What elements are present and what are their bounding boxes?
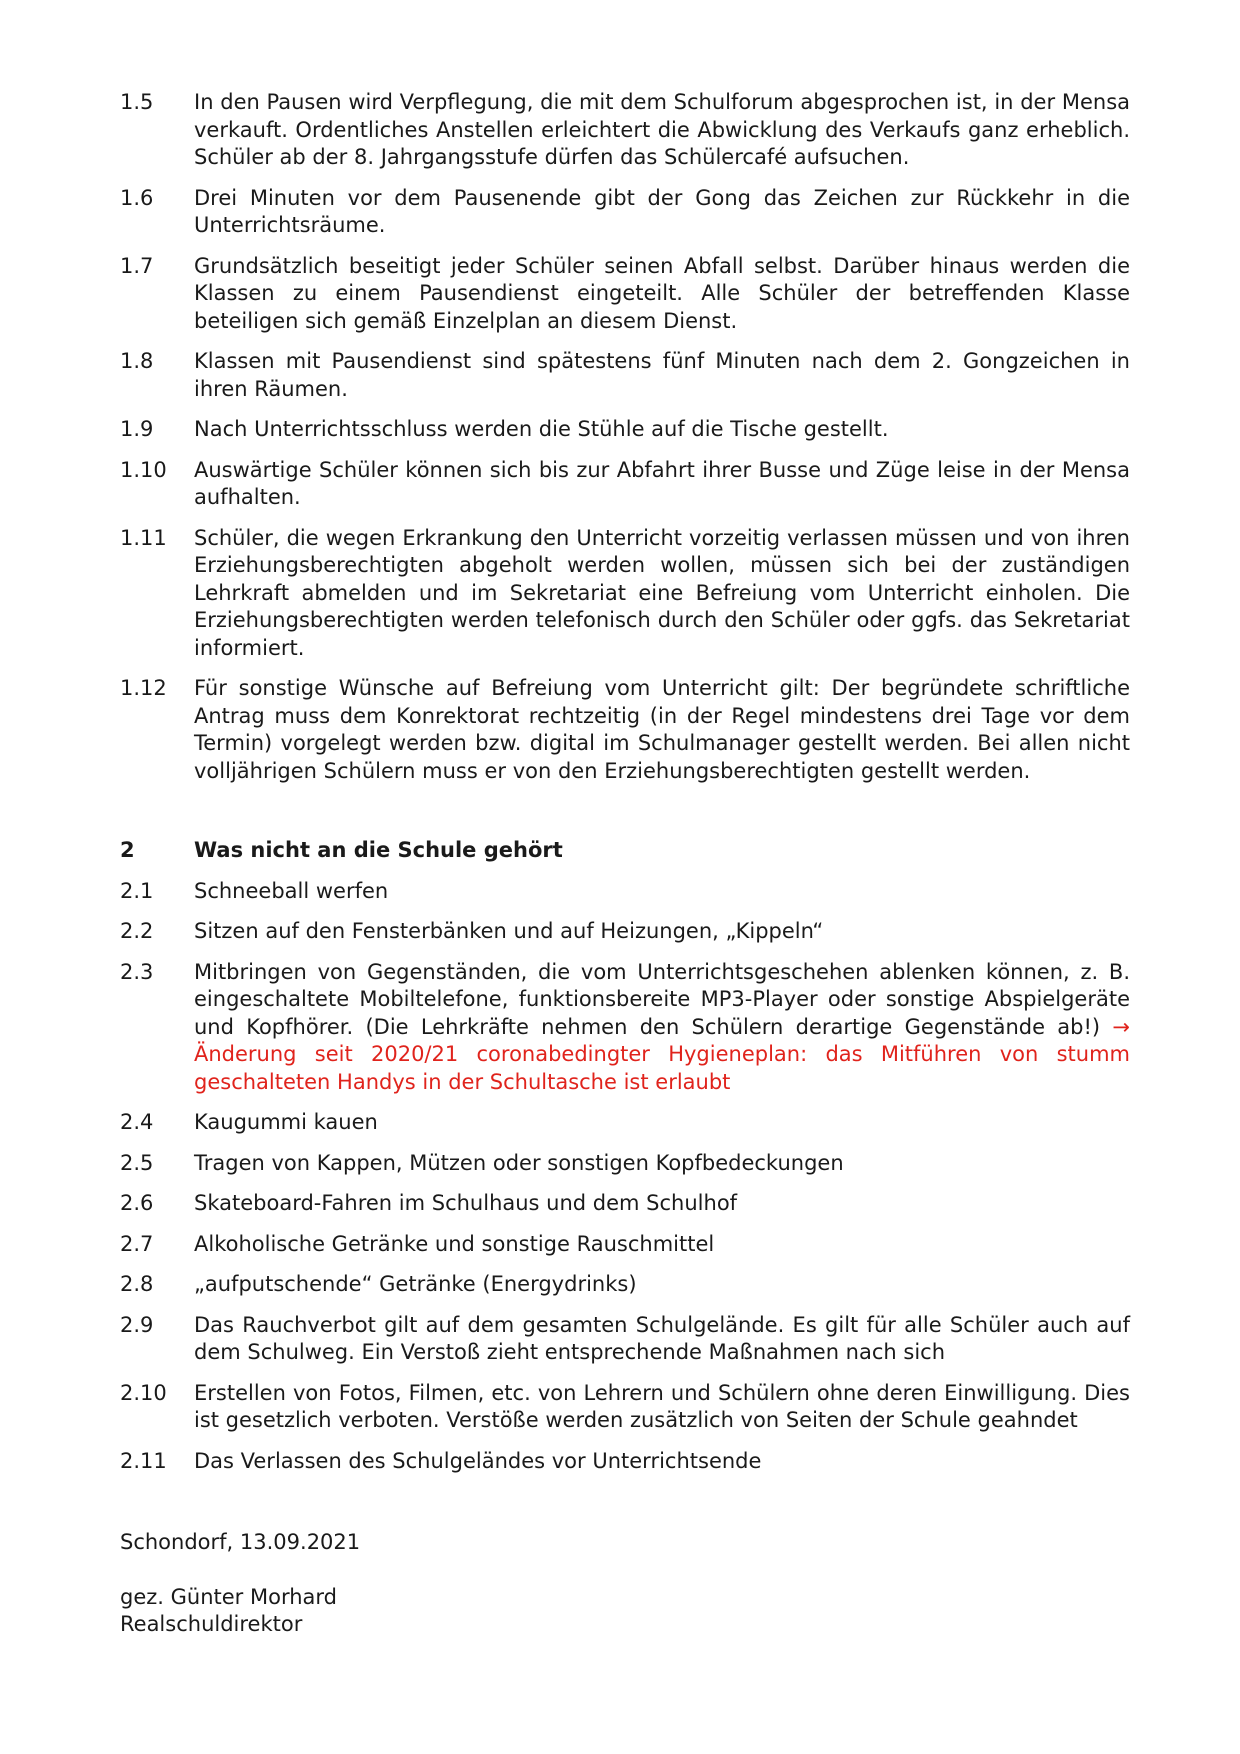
rule-text: Auswärtige Schüler können sich bis zur Abfahrt ihrer Busse und Züge leise in der Mensa aufhalten. (194, 457, 1130, 509)
document-footer (120, 1529, 1130, 1639)
rule-number: 2.2 (120, 919, 154, 943)
section-number: 2 (120, 838, 135, 862)
rule-item (120, 253, 1130, 336)
section-title: Was nicht an die Schule gehört (194, 838, 563, 862)
rule-item (120, 1231, 1130, 1259)
rule-item (120, 1150, 1130, 1178)
rule-text: Klassen mit Pausendienst sind spätestens fünf Minuten nach dem 2. Gongzeichen in ihren Räumen. (194, 349, 1130, 401)
rule-number: 1.12 (120, 676, 167, 700)
rule-item (120, 1109, 1130, 1137)
rule-item (120, 959, 1130, 1097)
rule-number: 1.5 (120, 90, 154, 114)
rule-number: 2.10 (120, 1380, 167, 1405)
rule-item (120, 348, 1130, 403)
rule-item (120, 457, 1130, 512)
section-2-heading (120, 837, 1130, 865)
rule-number: 1.11 (120, 525, 167, 550)
rule-item (120, 1312, 1130, 1367)
rule-item (120, 878, 1130, 906)
rule-text: Nach Unterrichtsschluss werden die Stühle auf die Tische gestellt. (194, 417, 889, 441)
rule-number: 1.8 (120, 349, 154, 373)
rule-text: Tragen von Kappen, Mützen oder sonstigen Kopfbedeckungen (194, 1150, 844, 1175)
rule-text: Sitzen auf den Fensterbänken und auf Heizungen, „Kippeln“ (194, 919, 824, 943)
rule-text: Für sonstige Wünsche auf Befreiung vom Unterricht gilt: Der begründete schriftliche Antrag muss dem Konrektorat rechtzeitig (in der Regel mindestens drei Tage vor dem Termin) vorgelegt werden bzw. digital im Schulmanager gestellt werden. Bei allen nicht volljährigen Schülern muss er von den Erziehungsberechtigten gestellt werden. (194, 676, 1130, 783)
document-page (120, 89, 1130, 1639)
rule-text-with-note (194, 959, 1130, 1097)
rule-item (120, 185, 1130, 240)
rule-text: In den Pausen wird Verpflegung, die mit dem Schulforum abgesprochen ist, in der Mensa verkauft. Ordentliches Anstellen erleichtert die Abwicklung des Verkaufs ganz erheblich. Schüler ab der 8. Jahrgangsstufe dürfen das Schülercafé aufsuchen. (194, 90, 1130, 169)
rule-number: 1.7 (120, 253, 154, 278)
rule-text: Skateboard-Fahren im Schulhaus und dem Schulhof (194, 1191, 738, 1215)
rule-item (120, 1190, 1130, 1218)
rule-text: „aufputschende“ Getränke (Energydrinks) (194, 1272, 637, 1296)
rule-item (120, 675, 1130, 785)
rule-item (120, 89, 1130, 172)
rule-number: 1.6 (120, 185, 154, 210)
rule-item (120, 918, 1130, 946)
rule-text: Schneeball werfen (194, 878, 389, 903)
rule-item (120, 1271, 1130, 1299)
rule-text: Drei Minuten vor dem Pausenende gibt der Gong das Zeichen zur Rückkehr in die Unterrichtsräume. (194, 185, 1130, 237)
rule-text: Kaugummi kauen (194, 1110, 378, 1134)
rule-number: 2.8 (120, 1272, 154, 1296)
rule-number: 2.4 (120, 1110, 154, 1134)
rule-number: 2.7 (120, 1231, 154, 1256)
place-date: Schondorf, 13.09.2021 (120, 1530, 361, 1554)
rule-text: Das Rauchverbot gilt auf dem gesamten Schulgelände. Es gilt für alle Schüler auch auf dem Schulweg. Ein Verstoß zieht entsprechende Maßnahmen nach sich (194, 1312, 1130, 1364)
rule-text: Alkoholische Getränke und sonstige Rauschmittel (194, 1231, 715, 1256)
rule-item (120, 1448, 1130, 1476)
rule-item (120, 416, 1130, 444)
rule-text: Mitbringen von Gegenständen, die vom Unterrichtsgeschehen ablenken können, z. B. eingeschaltete Mobiltelefone, funktionsbereite MP3-Player oder sonstige Abspielgeräte und Kopfhörer. (Die Lehrkräfte nehmen den Schülern derartige Gegenstände ab!) (194, 959, 1130, 1039)
signer-position: Realschuldirektor (120, 1612, 303, 1636)
section-1-list (120, 89, 1130, 785)
rule-number: 1.10 (120, 457, 167, 482)
rule-number: 2.9 (120, 1312, 154, 1337)
rule-item (120, 525, 1130, 663)
rule-number: 2.11 (120, 1448, 167, 1473)
rule-item (120, 1380, 1130, 1435)
rule-text: Schüler, die wegen Erkrankung den Unterricht vorzeitig verlassen müssen und von ihren Erziehungsberechtigten abgeholt werden wollen, müssen sich bei der zuständigen Lehrkraft abmelden und im Sekretariat eine Befreiung vom Unterricht einholen. Die Erziehungsberechtigten werden telefonisch durch den Schüler oder ggfs. das Sekretariat informiert. (194, 525, 1130, 660)
rule-number: 2.1 (120, 878, 154, 903)
rule-text: Das Verlassen des Schulgeländes vor Unterrichtsende (194, 1448, 762, 1473)
signature: gez. Günter Morhard (120, 1584, 337, 1609)
rule-text: Grundsätzlich beseitigt jeder Schüler seinen Abfall selbst. Darüber hinaus werden die Klassen zu einem Pausendienst eingeteilt. Alle Schüler der betreffenden Klasse beteiligen sich gemäß Einzelplan an diesem Dienst. (194, 253, 1130, 333)
change-note: → Änderung seit 2020/21 coronabedingter Hygieneplan: das Mitführen von stumm geschalteten Handys in der Schultasche ist erlaubt (194, 1014, 1130, 1094)
rule-number: 1.9 (120, 417, 154, 441)
rule-text: Erstellen von Fotos, Filmen, etc. von Lehrern und Schülern ohne deren Einwilligung. Dies ist gesetzlich verboten. Verstöße werden zusätzlich von Seiten der Schule geahndet (194, 1380, 1130, 1432)
rule-number: 2.6 (120, 1191, 154, 1215)
rule-number: 2.3 (120, 959, 154, 984)
section-2-list (120, 878, 1130, 1476)
rule-number: 2.5 (120, 1150, 154, 1175)
